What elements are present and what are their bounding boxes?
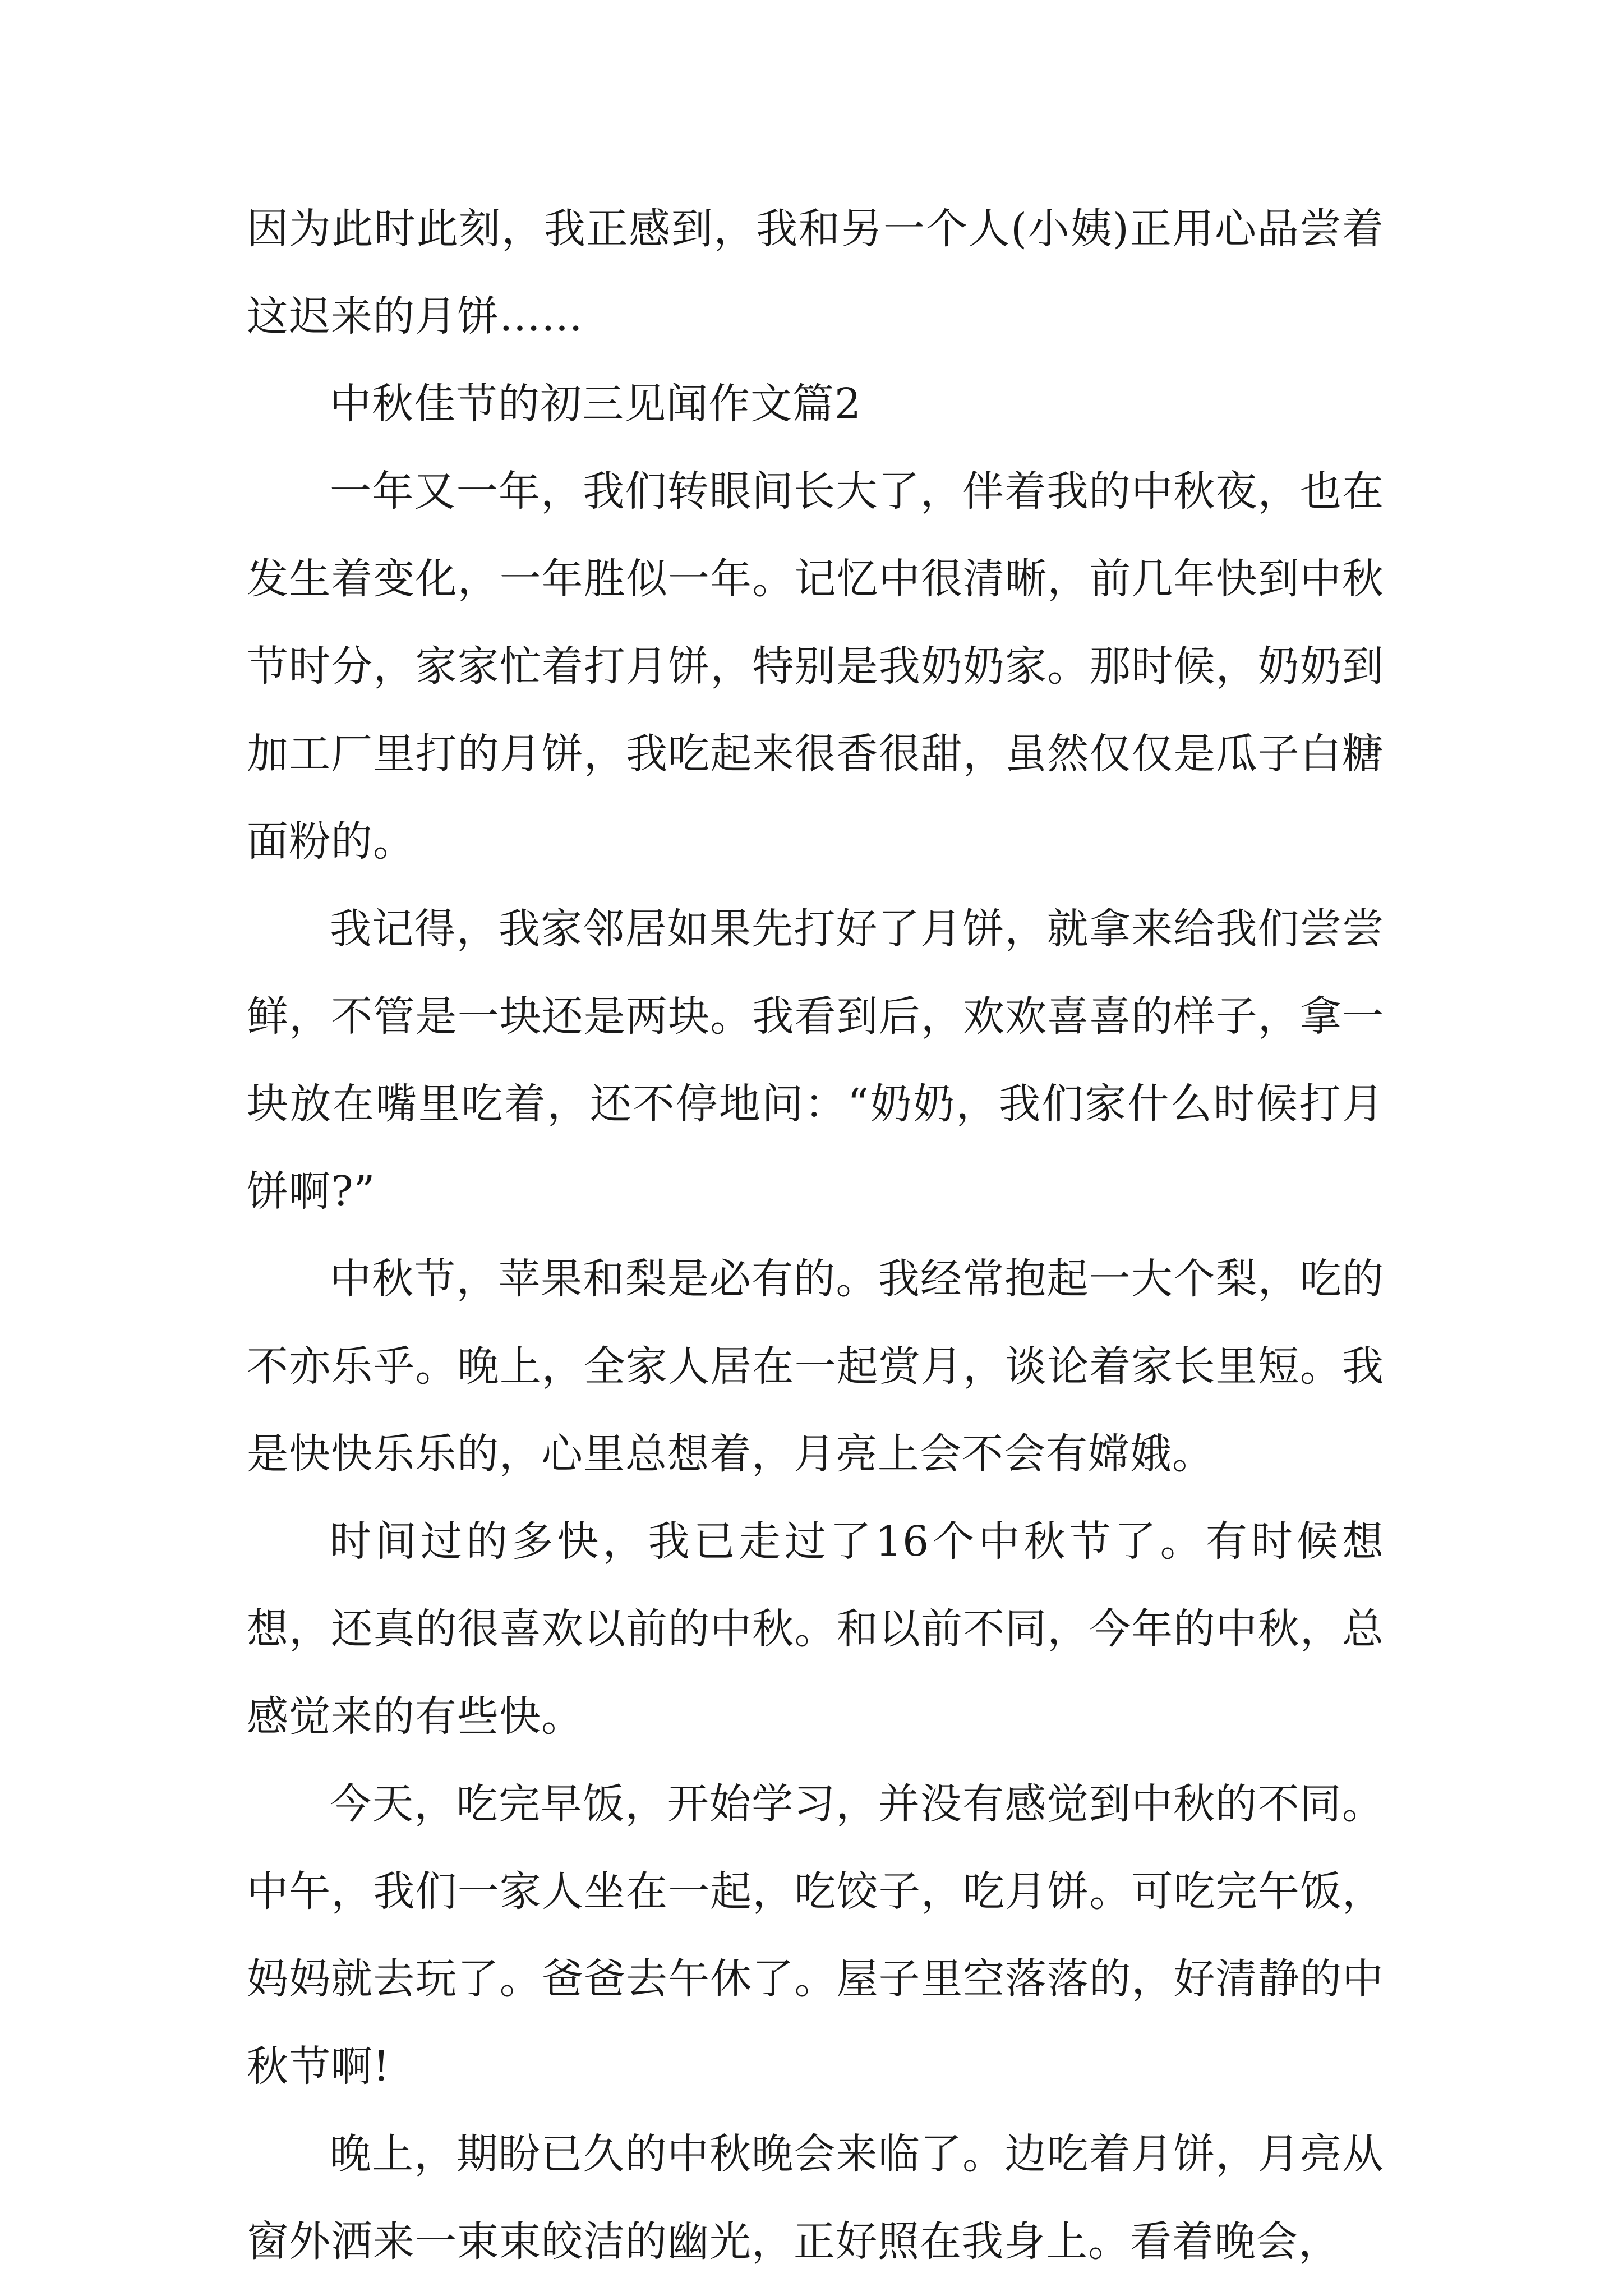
section-heading: 中秋佳节的初三见闻作文篇2 bbox=[330, 380, 862, 428]
paragraph: 今天，吃完早饭，开始学习，并没有感觉到中秋的不同。中午，我们一家人坐在一起，吃饺子，吃月饼。可吃完午饭，妈妈就去玩了。爸爸去午休了。屋子里空落落的，好清静的中秋节啊! bbox=[247, 1780, 1384, 2091]
paragraph: 一年又一年，我们转眼间长大了，伴着我的中秋夜，也在发生着变化，一年胜似一年。记忆中很清晰，前几年快到中秋节时分，家家忙着打月饼，特别是我奶奶家。那时候，奶奶到加工厂里打的月饼，我吃起来很香很甜，虽然仅仅是瓜子白糖面粉的。 bbox=[247, 467, 1384, 866]
paragraph: 时间过的多快，我已走过了16个中秋节了。有时候想想，还真的很喜欢以前的中秋。和以前不同，今年的中秋，总感觉来的有些快。 bbox=[247, 1517, 1384, 1741]
paragraph: 晚上，期盼已久的中秋晚会来临了。边吃着月饼，月亮从窗外洒来一束束皎洁的幽光，正好照在我身上。看着晚会， bbox=[247, 2130, 1384, 2266]
document-page bbox=[247, 185, 1384, 2285]
paragraph: 因为此时此刻，我正感到，我和另一个人(小姨)正用心品尝着这迟来的月饼…… bbox=[247, 205, 1384, 341]
paragraph: 我记得，我家邻居如果先打好了月饼，就拿来给我们尝尝鲜，不管是一块还是两块。我看到后，欢欢喜喜的样子，拿一块放在嘴里吃着，还不停地问：“奶奶，我们家什么时候打月饼啊?” bbox=[247, 905, 1384, 1216]
paragraph: 中秋节，苹果和梨是必有的。我经常抱起一大个梨，吃的不亦乐乎。晚上，全家人居在一起赏月，谈论着家长里短。我是快快乐乐的，心里总想着，月亮上会不会有嫦娥。 bbox=[247, 1255, 1384, 1478]
